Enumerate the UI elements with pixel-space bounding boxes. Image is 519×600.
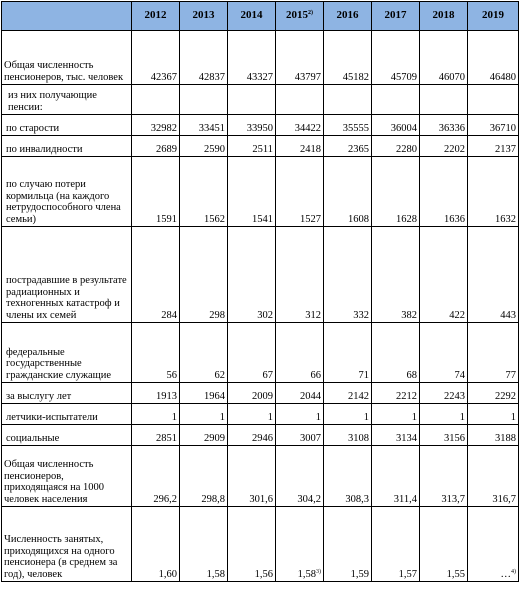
value-cell xyxy=(468,115,519,136)
cell-value: 2590 xyxy=(204,143,225,155)
value-cell xyxy=(132,446,180,507)
cell-value: 1608 xyxy=(348,213,369,225)
cell-value: 296,2 xyxy=(153,493,177,505)
table-row xyxy=(2,383,519,404)
value-cell xyxy=(324,404,372,425)
value-cell xyxy=(132,85,180,115)
value-cell xyxy=(420,227,468,323)
value-cell xyxy=(468,136,519,157)
footnote-marker: 4) xyxy=(511,568,516,575)
table-body xyxy=(2,31,519,582)
year-header-2015: 2015$^{2)}$ xyxy=(276,2,324,31)
cell-value: 443 xyxy=(500,309,516,321)
cell-value: 33950 xyxy=(246,122,273,134)
cell-value: 1562 xyxy=(204,213,225,225)
table-row xyxy=(2,323,519,383)
cell-value: 308,3 xyxy=(345,493,369,505)
value-cell xyxy=(324,425,372,446)
value-cell xyxy=(228,507,276,582)
value-cell xyxy=(372,507,420,582)
value-cell xyxy=(228,115,276,136)
header-row xyxy=(2,2,519,31)
value-cell xyxy=(276,404,324,425)
value-cell xyxy=(324,115,372,136)
cell-value: 32982 xyxy=(150,122,177,134)
value-cell xyxy=(276,85,324,115)
cell-value: 1628 xyxy=(396,213,417,225)
cell-value: 2243 xyxy=(444,390,465,402)
cell-value: 1964 xyxy=(204,390,225,402)
cell-value: 43327 xyxy=(246,71,273,83)
cell-value: 1636 xyxy=(444,213,465,225)
year-header-2013: 2013 xyxy=(180,2,228,31)
cell-value: 45709 xyxy=(390,71,417,83)
value-cell xyxy=(468,446,519,507)
value-cell xyxy=(228,157,276,227)
cell-value: 67 xyxy=(262,369,273,381)
value-cell xyxy=(228,404,276,425)
value-cell xyxy=(324,507,372,582)
cell-value: 36710 xyxy=(489,122,516,134)
table-row xyxy=(2,227,519,323)
cell-value: 2137 xyxy=(495,143,516,155)
cell-value: 3134 xyxy=(396,432,417,444)
value-cell xyxy=(324,85,372,115)
value-cell xyxy=(228,31,276,85)
value-cell xyxy=(180,404,228,425)
value-cell xyxy=(180,157,228,227)
value-cell xyxy=(180,227,228,323)
value-cell xyxy=(132,323,180,383)
value-cell xyxy=(372,136,420,157)
cell-value: 298,8 xyxy=(201,493,225,505)
value-cell xyxy=(180,115,228,136)
value-cell xyxy=(468,507,519,582)
cell-value: 68 xyxy=(406,369,417,381)
cell-value: 1,58 xyxy=(297,568,316,580)
value-cell xyxy=(180,31,228,85)
cell-value: 2044 xyxy=(300,390,321,402)
year-header-2019: 2019 xyxy=(468,2,519,31)
value-cell xyxy=(228,136,276,157)
year-header-2012: 2012 xyxy=(132,2,180,31)
row-label: из них получающие пенсии: xyxy=(2,85,132,115)
value-cell xyxy=(420,323,468,383)
value-cell xyxy=(132,383,180,404)
value-cell xyxy=(276,115,324,136)
value-cell xyxy=(132,404,180,425)
value-cell xyxy=(372,85,420,115)
cell-value: 62 xyxy=(214,369,225,381)
value-cell xyxy=(468,227,519,323)
cell-value: 42837 xyxy=(198,71,225,83)
value-cell xyxy=(372,31,420,85)
value-cell xyxy=(420,115,468,136)
cell-value: 1 xyxy=(459,411,465,423)
value-cell xyxy=(276,136,324,157)
cell-value: 304,2 xyxy=(297,493,321,505)
cell-value: 2009 xyxy=(252,390,273,402)
value-cell xyxy=(132,136,180,157)
value-cell xyxy=(132,31,180,85)
value-cell xyxy=(228,383,276,404)
cell-value: 35555 xyxy=(342,122,369,134)
cell-value: 1,59 xyxy=(350,568,369,580)
value-cell xyxy=(420,157,468,227)
value-cell xyxy=(132,507,180,582)
cell-value: 1,55 xyxy=(446,568,465,580)
year-header-2017: 2017 xyxy=(372,2,420,31)
row-label: пострадавшие в результате радиационных и техногенных катастроф и члены их семей xyxy=(2,227,132,323)
value-cell xyxy=(276,425,324,446)
cell-value: 2946 xyxy=(252,432,273,444)
value-cell xyxy=(180,85,228,115)
value-cell xyxy=(468,85,519,115)
pension-statistics-table xyxy=(1,1,519,582)
row-label: Численность занятых, приходящихся на одного пенсионера (в среднем за год), человек xyxy=(2,507,132,582)
cell-value: 2851 xyxy=(156,432,177,444)
value-cell xyxy=(420,425,468,446)
cell-value: 1,56 xyxy=(254,568,273,580)
table-row xyxy=(2,404,519,425)
value-cell xyxy=(276,323,324,383)
cell-value: 332 xyxy=(353,309,369,321)
value-cell xyxy=(420,31,468,85)
value-cell xyxy=(276,383,324,404)
cell-value: 3188 xyxy=(495,432,516,444)
cell-value: 382 xyxy=(401,309,417,321)
cell-value: 1,58 xyxy=(206,568,225,580)
cell-value: 2909 xyxy=(204,432,225,444)
value-cell xyxy=(372,446,420,507)
table-header xyxy=(2,2,519,31)
cell-value: 1,57 xyxy=(398,568,417,580)
value-cell xyxy=(228,227,276,323)
value-cell xyxy=(132,425,180,446)
value-cell xyxy=(324,323,372,383)
cell-value: 284 xyxy=(161,309,177,321)
cell-value: 71 xyxy=(358,369,369,381)
cell-value: 3007 xyxy=(300,432,321,444)
value-cell xyxy=(324,383,372,404)
row-label: по случаю потери кормильца (на каждого нетрудоспособного члена семьи) xyxy=(2,157,132,227)
value-cell xyxy=(132,227,180,323)
table-row xyxy=(2,136,519,157)
cell-value: 1 xyxy=(219,411,225,423)
value-cell xyxy=(228,446,276,507)
value-cell xyxy=(420,507,468,582)
cell-value: 46480 xyxy=(489,71,516,83)
cell-value: 422 xyxy=(449,309,465,321)
cell-value: 1,60 xyxy=(158,568,177,580)
cell-value: 34422 xyxy=(294,122,321,134)
cell-value: 2689 xyxy=(156,143,177,155)
value-cell xyxy=(420,404,468,425)
row-label: Общая численность пенсионеров, тыс. человек xyxy=(2,31,132,85)
row-label: социальные xyxy=(2,425,132,446)
value-cell xyxy=(228,85,276,115)
cell-value: … xyxy=(500,568,511,580)
value-cell xyxy=(420,446,468,507)
cell-value: 1 xyxy=(315,411,321,423)
value-cell xyxy=(372,383,420,404)
cell-value: 74 xyxy=(454,369,465,381)
year-header-2016: 2016 xyxy=(324,2,372,31)
header-corner-cell xyxy=(2,2,132,31)
row-label: федеральные государственные гражданские служащие xyxy=(2,323,132,383)
value-cell xyxy=(372,157,420,227)
cell-value: 2418 xyxy=(300,143,321,155)
value-cell xyxy=(372,425,420,446)
cell-value: 36004 xyxy=(390,122,417,134)
cell-value: 56 xyxy=(166,369,177,381)
cell-value: 36336 xyxy=(438,122,465,134)
value-cell xyxy=(132,115,180,136)
value-cell xyxy=(468,404,519,425)
cell-value: 1 xyxy=(411,411,417,423)
value-cell xyxy=(324,157,372,227)
cell-value: 1 xyxy=(363,411,369,423)
value-cell xyxy=(468,383,519,404)
value-cell xyxy=(372,227,420,323)
table-row xyxy=(2,157,519,227)
value-cell xyxy=(132,157,180,227)
value-cell xyxy=(228,425,276,446)
cell-value: 33451 xyxy=(198,122,225,134)
value-cell xyxy=(420,383,468,404)
row-label: по старости xyxy=(2,115,132,136)
cell-value: 43797 xyxy=(294,71,321,83)
value-cell xyxy=(228,323,276,383)
cell-value: 1913 xyxy=(156,390,177,402)
value-cell xyxy=(468,323,519,383)
cell-value: 2511 xyxy=(252,143,273,155)
cell-value: 45182 xyxy=(342,71,369,83)
table-row xyxy=(2,31,519,85)
value-cell xyxy=(276,446,324,507)
value-cell xyxy=(276,157,324,227)
value-cell xyxy=(276,31,324,85)
cell-value: 2280 xyxy=(396,143,417,155)
cell-value: 3108 xyxy=(348,432,369,444)
value-cell xyxy=(372,323,420,383)
value-cell xyxy=(276,227,324,323)
cell-value: 2142 xyxy=(348,390,369,402)
value-cell xyxy=(180,323,228,383)
cell-value: 302 xyxy=(257,309,273,321)
cell-value: 1541 xyxy=(252,213,273,225)
value-cell xyxy=(180,425,228,446)
value-cell xyxy=(324,446,372,507)
value-cell xyxy=(468,425,519,446)
value-cell xyxy=(324,227,372,323)
cell-value: 77 xyxy=(505,369,516,381)
value-cell xyxy=(180,136,228,157)
value-cell xyxy=(276,507,324,582)
table-row xyxy=(2,507,519,582)
cell-value: 1 xyxy=(510,411,516,423)
cell-value: 2292 xyxy=(495,390,516,402)
row-label: по инвалидности xyxy=(2,136,132,157)
cell-value: 1591 xyxy=(156,213,177,225)
value-cell xyxy=(324,136,372,157)
cell-value: 312 xyxy=(305,309,321,321)
cell-value: 298 xyxy=(209,309,225,321)
row-label: Общая численность пенсионеров, приходящаяся на 1000 человек населения xyxy=(2,446,132,507)
table-row xyxy=(2,85,519,115)
value-cell xyxy=(180,507,228,582)
cell-value: 3156 xyxy=(444,432,465,444)
value-cell xyxy=(468,157,519,227)
year-header-2018: 2018 xyxy=(420,2,468,31)
table-row xyxy=(2,115,519,136)
cell-value: 2202 xyxy=(444,143,465,155)
table-row xyxy=(2,446,519,507)
value-cell xyxy=(420,85,468,115)
cell-value: 311,4 xyxy=(393,493,417,505)
value-cell xyxy=(180,446,228,507)
value-cell xyxy=(180,383,228,404)
value-cell xyxy=(420,136,468,157)
cell-value: 316,7 xyxy=(492,493,516,505)
cell-value: 42367 xyxy=(150,71,177,83)
footnote-marker: 2) xyxy=(308,10,313,17)
value-cell xyxy=(468,31,519,85)
cell-value: 1527 xyxy=(300,213,321,225)
cell-value: 313,7 xyxy=(441,493,465,505)
value-cell xyxy=(372,115,420,136)
cell-value: 46070 xyxy=(438,71,465,83)
cell-value: 2212 xyxy=(396,390,417,402)
cell-value: 1632 xyxy=(495,213,516,225)
cell-value: 66 xyxy=(310,369,321,381)
cell-value: 1 xyxy=(171,411,177,423)
value-cell xyxy=(372,404,420,425)
cell-value: 2365 xyxy=(348,143,369,155)
cell-value: 301,6 xyxy=(249,493,273,505)
value-cell xyxy=(324,31,372,85)
table-row xyxy=(2,425,519,446)
row-label: за выслугу лет xyxy=(2,383,132,404)
cell-value: 1 xyxy=(267,411,273,423)
footnote-marker: 3) xyxy=(316,568,321,575)
row-label: летчики-испытатели xyxy=(2,404,132,425)
year-header-2014: 2014 xyxy=(228,2,276,31)
